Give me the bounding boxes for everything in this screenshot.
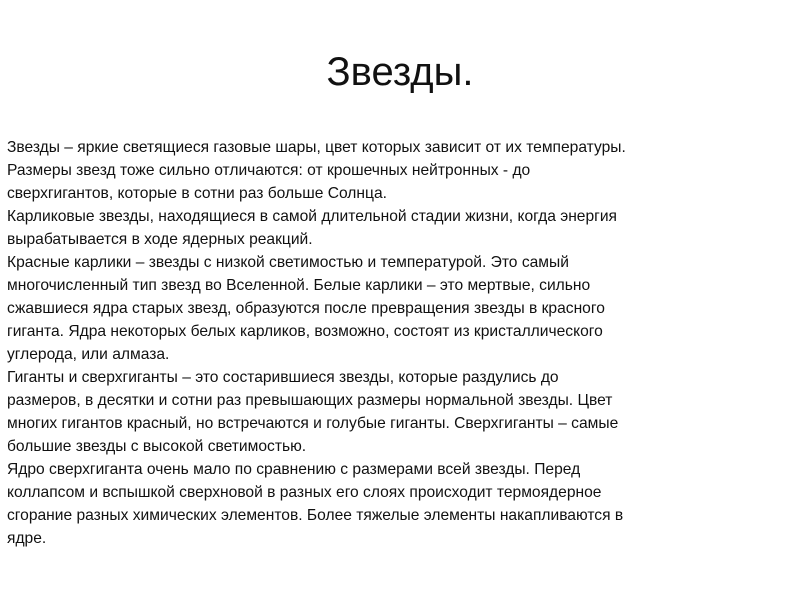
body-line: Красные карлики – звезды с низкой светимостью и температурой. Это самый (7, 254, 569, 271)
body-line: гиганта. Ядра некоторых белых карликов, возможно, состоят из кристаллического (7, 323, 603, 340)
body-line: многих гигантов красный, но встречаются и голубые гиганты. Сверхгиганты – самые (7, 415, 619, 432)
slide-title: Звезды. (326, 50, 474, 94)
body-line: сжавшиеся ядра старых звезд, образуются после превращения звезды в красного (7, 300, 605, 317)
body-line: Ядро сверхгиганта очень мало по сравнению с размерами всей звезды. Перед (7, 461, 581, 478)
body-line: сгорание разных химических элементов. Более тяжелые элементы накапливаются в (7, 507, 624, 524)
body-line: коллапсом и вспышкой сверхновой в разных его слоях происходит термоядерное (7, 484, 602, 501)
body-line: Звезды – яркие светящиеся газовые шары, цвет которых зависит от их температуры. (7, 139, 626, 156)
body-line: вырабатывается в ходе ядерных реакций. (7, 231, 313, 248)
body-line: размеров, в десятки и сотни раз превышающих размеры нормальной звезды. Цвет (7, 392, 613, 409)
slide-body (7, 136, 797, 550)
body-line: Гиганты и сверхгиганты – это состарившиеся звезды, которые раздулись до (7, 369, 559, 386)
body-line: ядре. (7, 530, 47, 547)
body-line: Карликовые звезды, находящиеся в самой длительной стадии жизни, когда энергия (7, 208, 617, 225)
body-line: Размеры звезд тоже сильно отличаются: от крошечных нейтронных - до (7, 162, 531, 179)
body-line: большие звезды с высокой светимостью. (7, 438, 307, 455)
body-line: сверхгигантов, которые в сотни раз больше Солнца. (7, 185, 387, 202)
body-line: многочисленный тип звезд во Вселенной. Белые карлики – это мертвые, сильно (7, 277, 591, 294)
body-line: углерода, или алмаза. (7, 346, 170, 363)
